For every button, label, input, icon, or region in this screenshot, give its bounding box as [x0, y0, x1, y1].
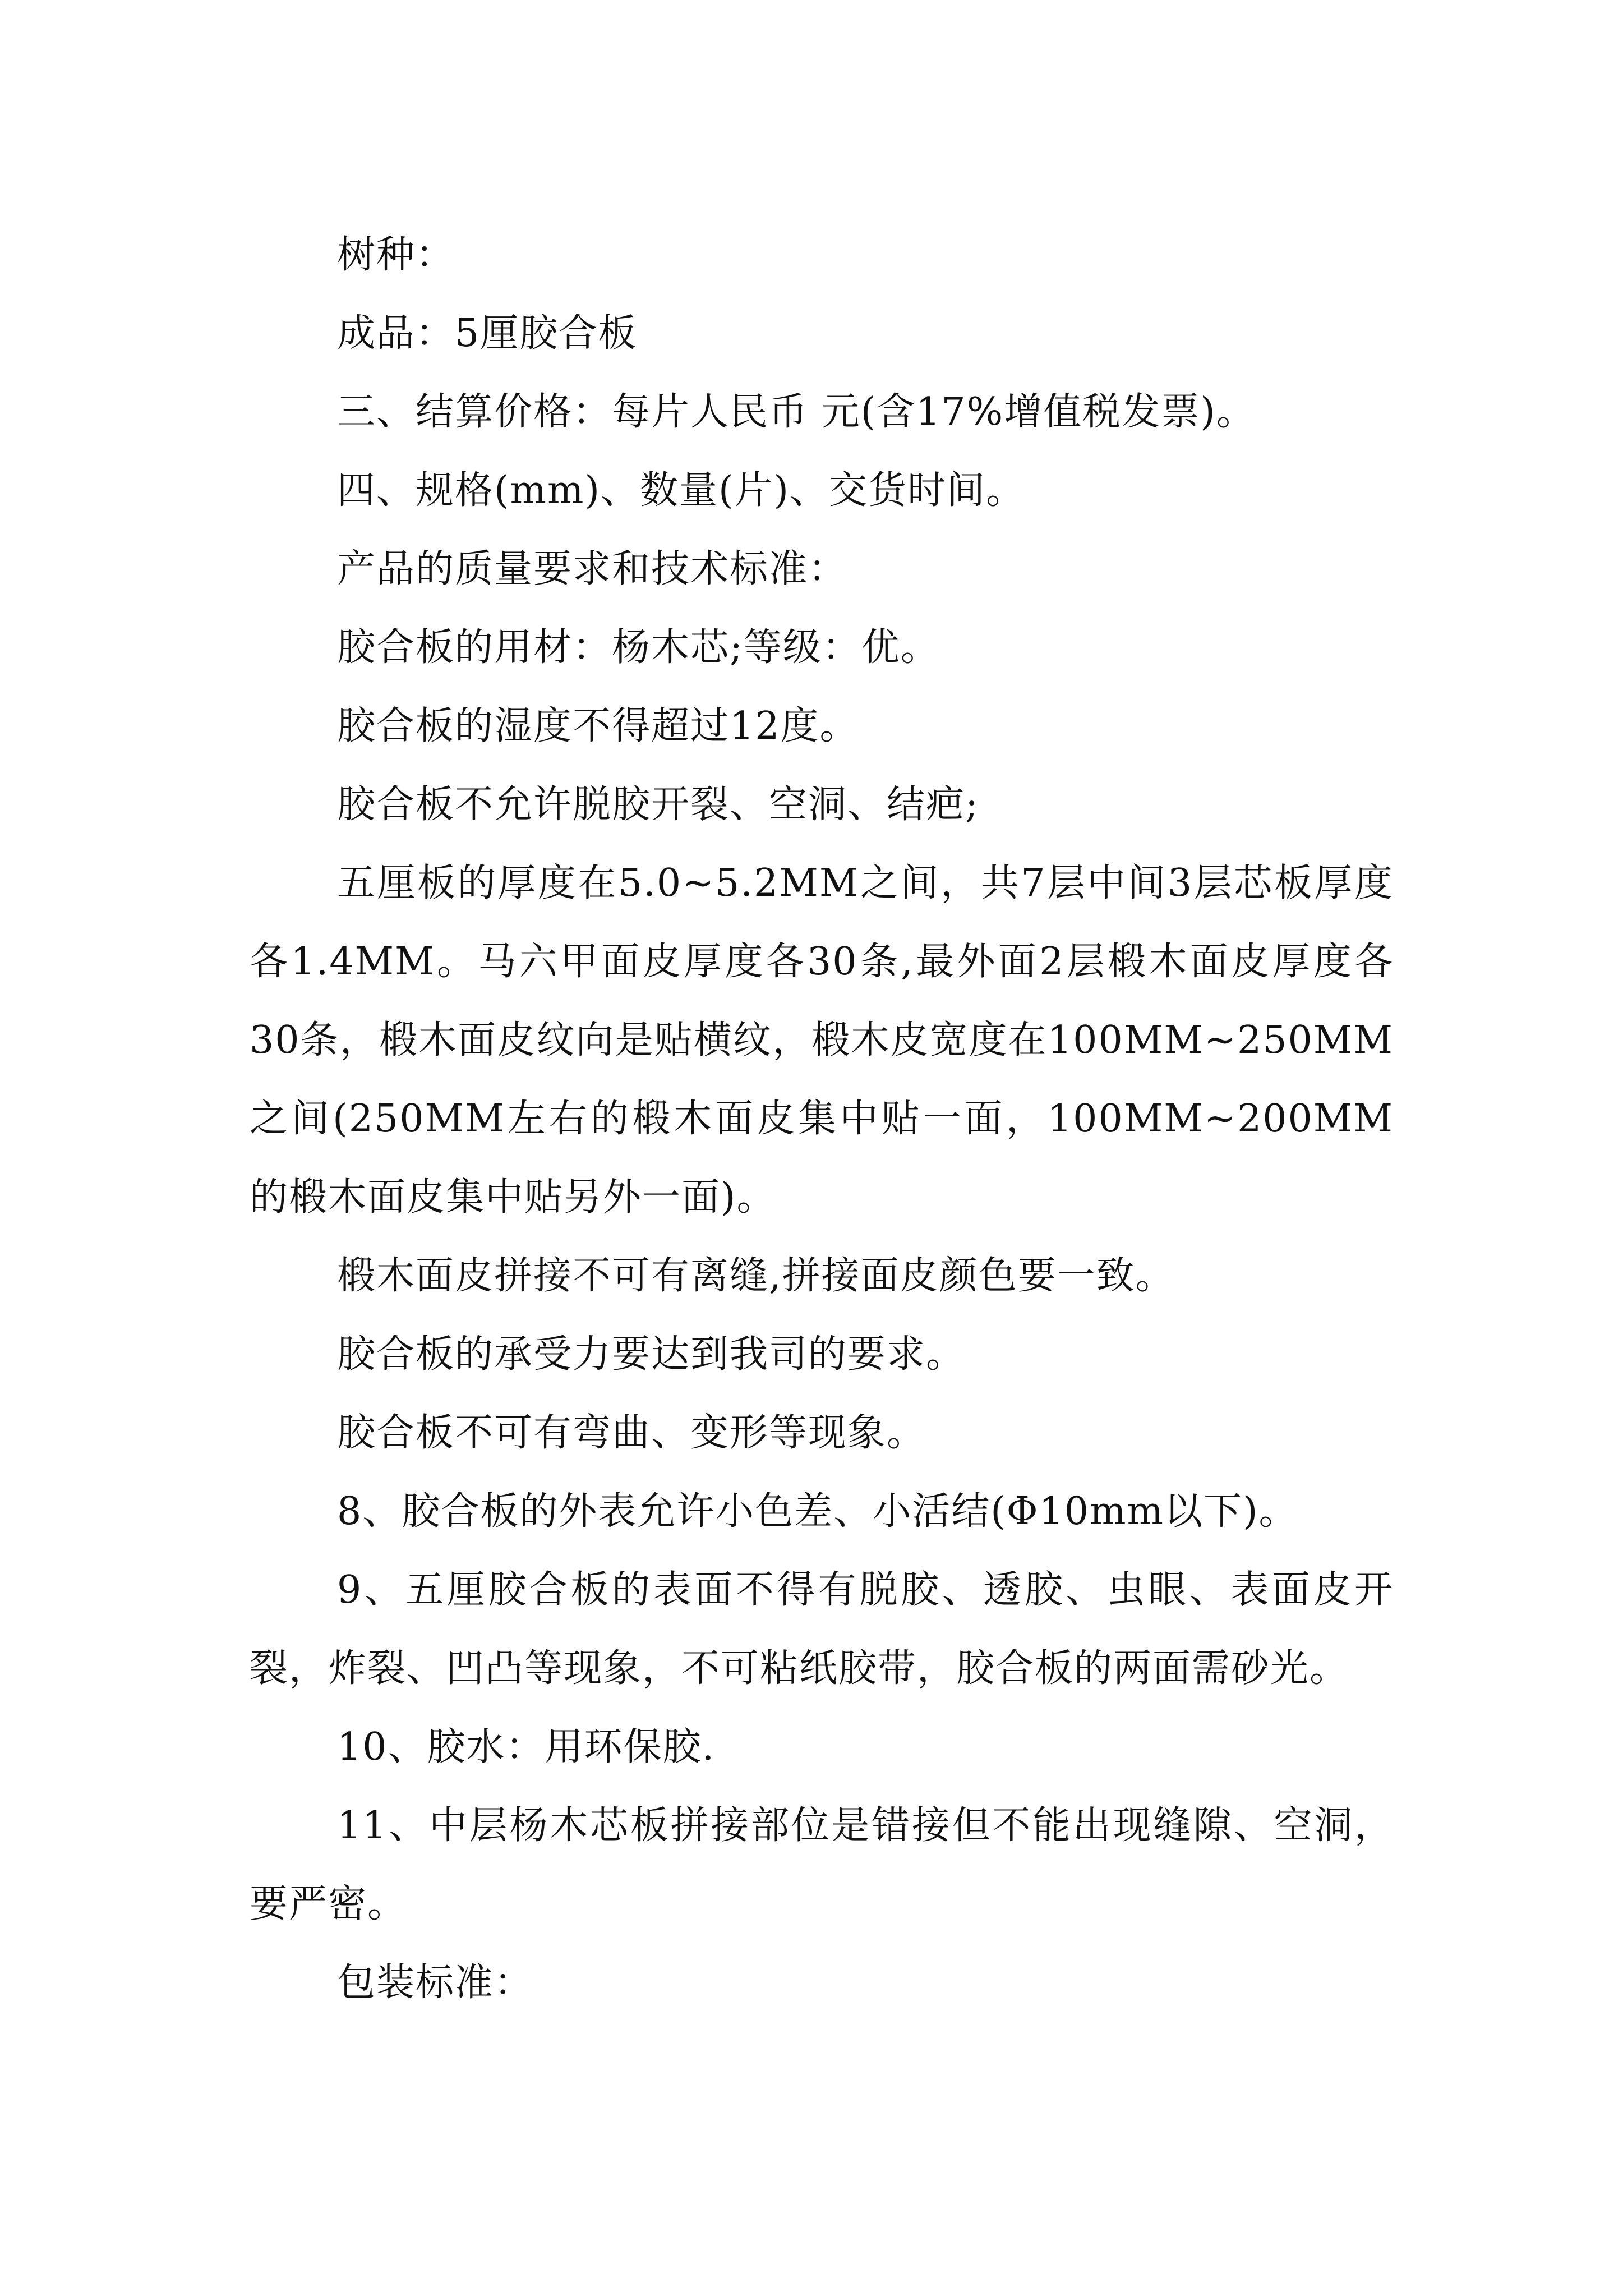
paragraph-product: 成品：5厘胶合板 [337, 311, 638, 356]
paragraph-joining: 椴木面皮拼接不可有离缝,拼接面皮颜色要一致。 [337, 1254, 1175, 1298]
paragraph-material: 胶合板的用材：杨木芯;等级：优。 [337, 625, 940, 670]
paragraph-quality-heading: 产品的质量要求和技术标准： [337, 547, 848, 591]
paragraph-defects: 胶合板不允许脱胶开裂、空洞、结疤; [337, 783, 979, 827]
paragraph-deformation: 胶合板不可有弯曲、变形等现象。 [337, 1411, 926, 1455]
paragraph-item-8: 8、胶合板的外表允许小色差、小活结(Φ10mm以下)。 [337, 1489, 1298, 1534]
paragraph-load: 胶合板的承受力要达到我司的要求。 [337, 1332, 966, 1377]
document-body [250, 216, 1394, 2022]
paragraph-item-9: 9、五厘胶合板的表面不得有脱胶、透胶、虫眼、表面皮开裂，炸裂、凹凸等现象，不可粘纸胶带，胶合板的两面需砂光。 [250, 1568, 1394, 1691]
paragraph-packaging: 包装标准： [337, 1961, 534, 2005]
paragraph-price: 三、结算价格：每片人民币 元(含17%增值税发票)。 [337, 390, 1256, 434]
paragraph-item-11: 11、中层杨木芯板拼接部位是错接但不能出现缝隙、空洞，要严密。 [250, 1803, 1394, 1926]
paragraph-tree-species: 树种： [337, 233, 455, 277]
paragraph-thickness: 五厘板的厚度在5.0~5.2MM之间，共7层中间3层芯板厚度各1.4MM。马六甲面皮厚度各30条,最外面2层椴木面皮厚度各30条，椴木面皮纹向是贴横纹，椴木皮宽度在100MM~250MM之间(250MM左右的椴木面皮集中贴一面，100MM~200MM的椴木面皮集中贴另外一面)。 [250, 861, 1394, 1220]
paragraph-item-10: 10、胶水：用环保胶. [337, 1725, 716, 1769]
paragraph-spec: 四、规格(mm)、数量(片)、交货时间。 [337, 468, 1026, 513]
paragraph-humidity: 胶合板的湿度不得超过12度。 [337, 704, 859, 748]
